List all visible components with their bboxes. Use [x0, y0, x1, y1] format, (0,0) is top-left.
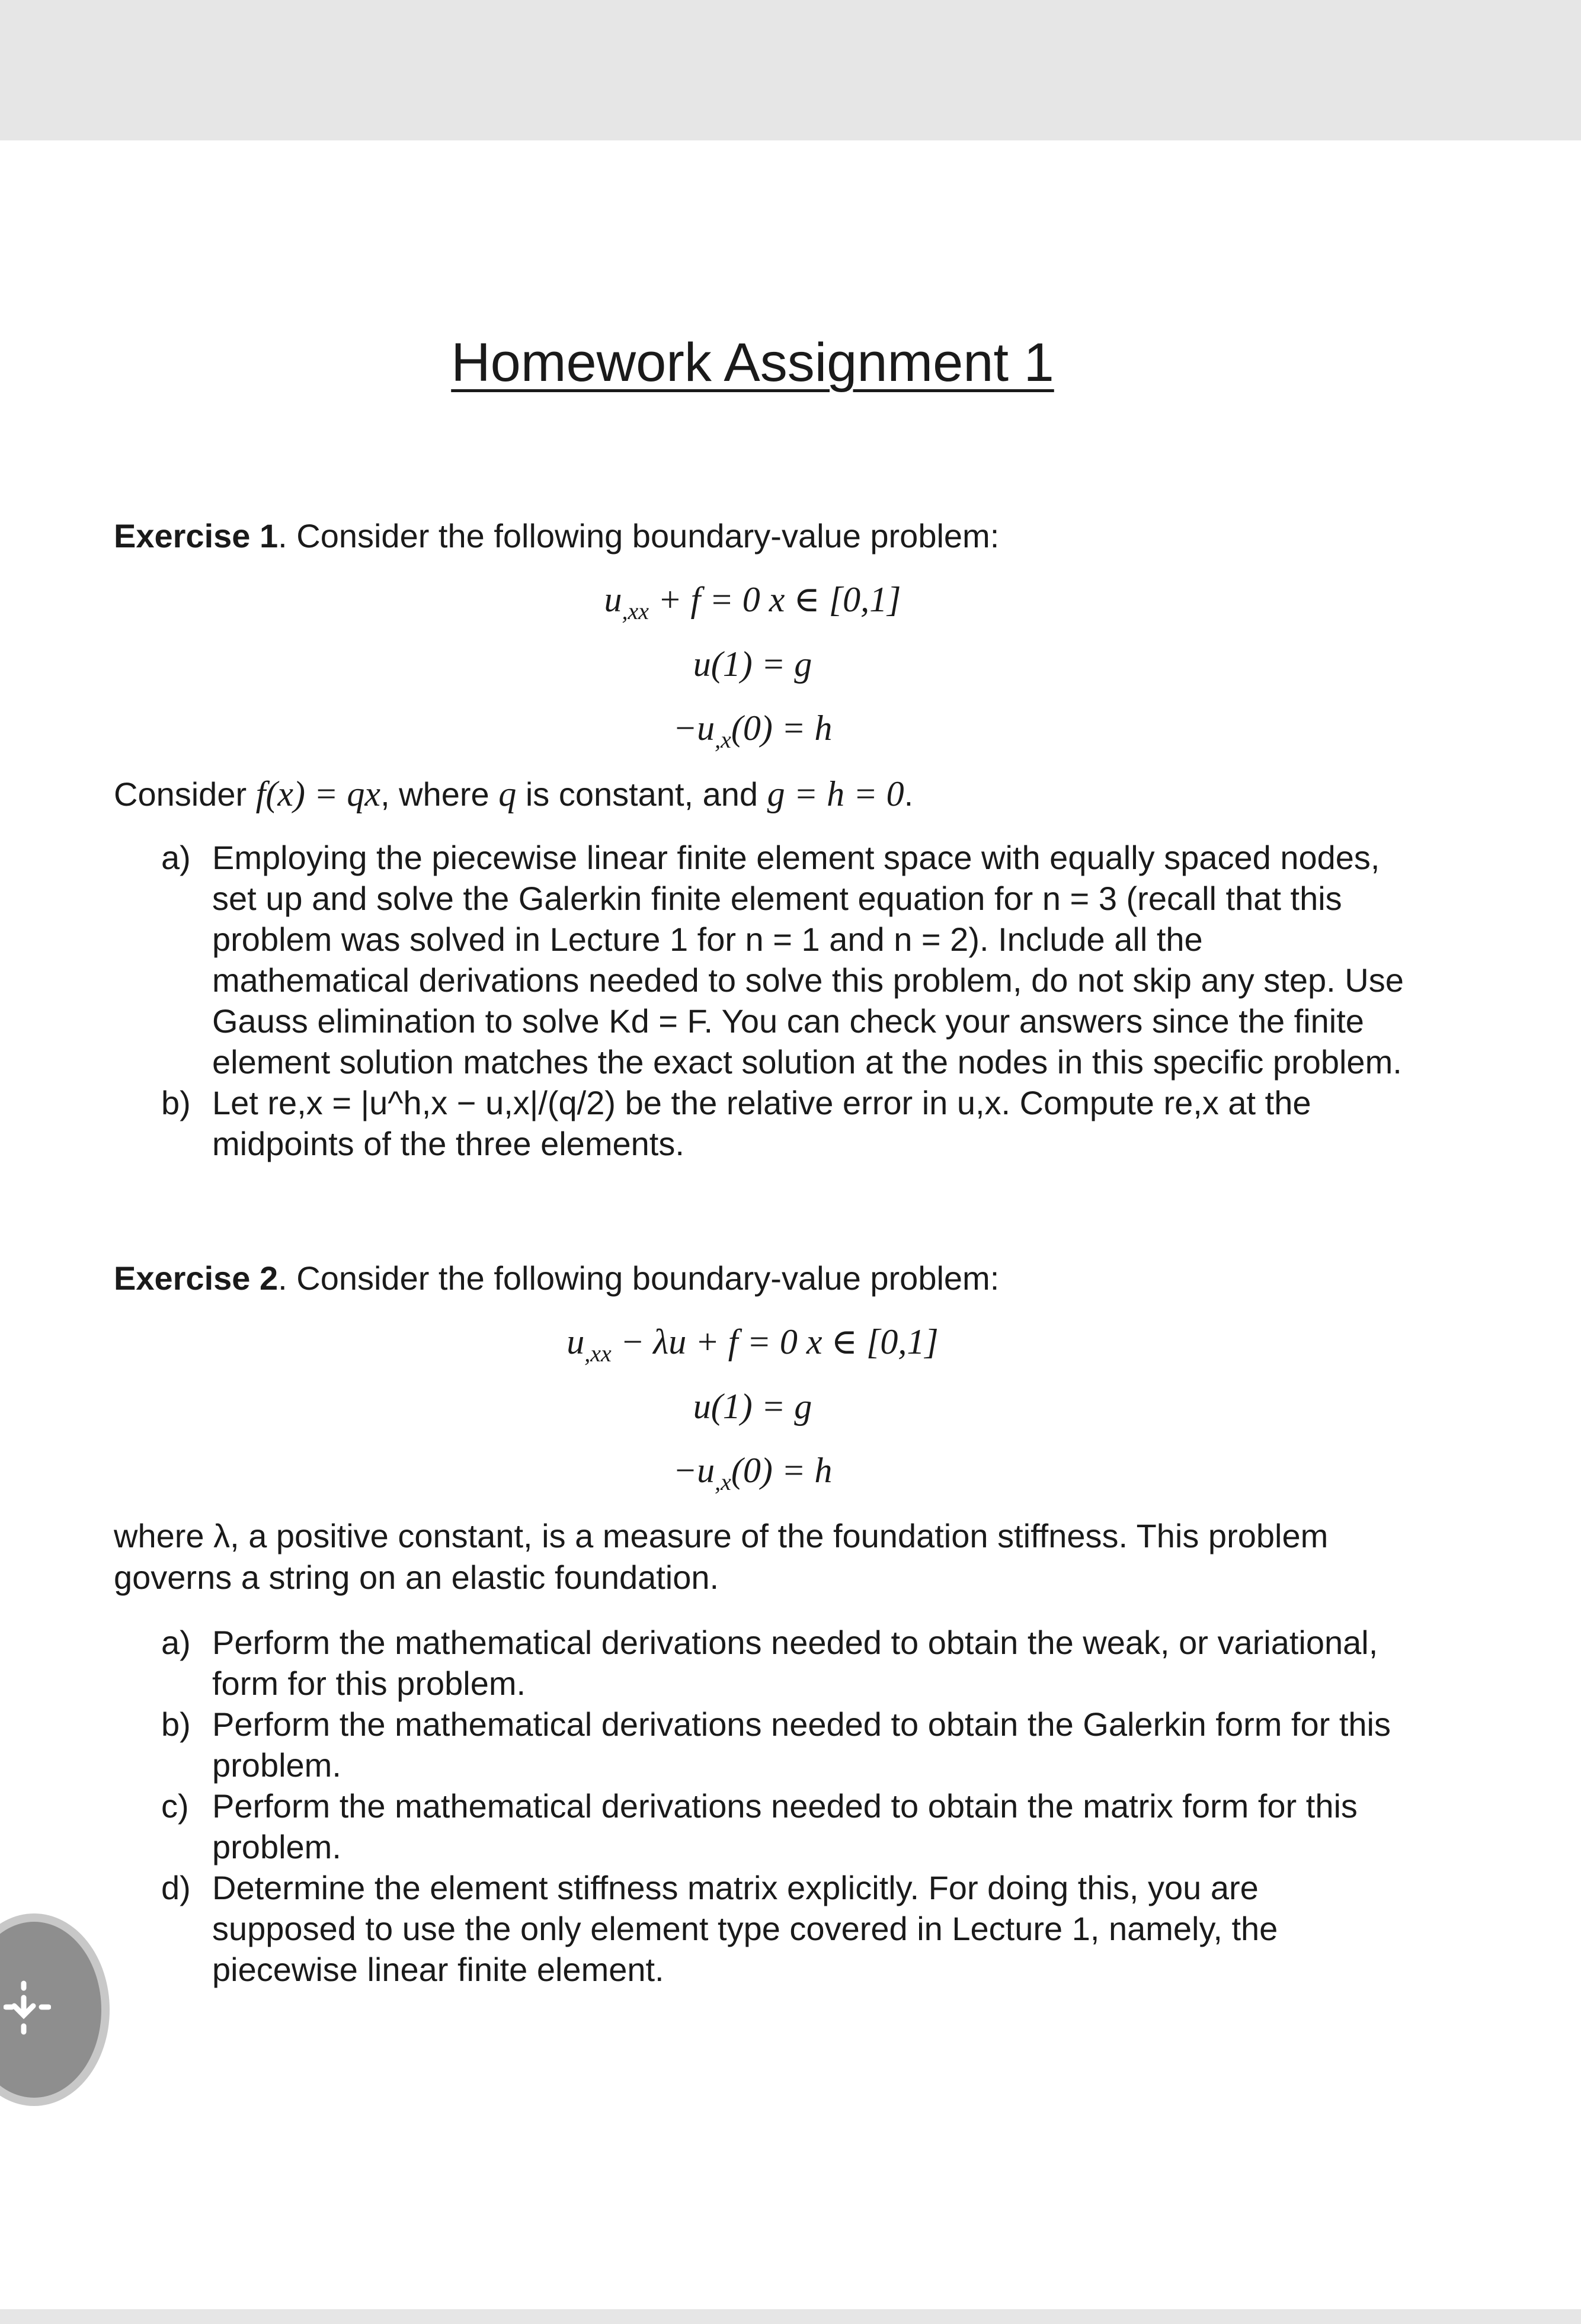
- bottom-bar: [0, 2309, 1581, 2324]
- exercise-1-label: Exercise 1: [114, 517, 279, 554]
- list-item: a) Employing the piecewise linear finite element space with equally spaced nodes, set up and solve the Galerkin finite element equation for n = 3 (recall that this problem was solved in Lecture 1 for n = 1 and n = 2). Include all the mathematical derivations needed to solve this problem, do not skip any step. Use Gauss elimination to solve Kd = F. You can check your answers since the finite element solution matches the exact solution at the nodes in this specific problem.: [161, 839, 1404, 1081]
- list-item: c) Perform the mathematical derivations needed to obtain the matrix form for this problem.: [161, 1787, 1358, 1865]
- exercise-2-where: where λ, a positive constant, is a measure of the foundation stiffness. This problem governs a string on an elastic foundation.: [114, 1517, 1329, 1596]
- exercise-2-equation-1: $u_{,xx} - \lambda u + f = 0$ x ∈ [0,1]: [567, 1322, 939, 1367]
- exercise-1-equation-2: u(1) = g: [693, 645, 812, 684]
- exercise-2-intro: Exercise 2. Consider the following boundary-value problem:: [114, 1259, 1000, 1297]
- list-item: d) Determine the element stiffness matrix explicitly. For doing this, you are supposed to use the only element type covered in Lecture 1, namely, the piecewise linear finite element.: [161, 1869, 1278, 1988]
- page-title: Homework Assignment 1: [451, 332, 1054, 393]
- top-bar: [0, 0, 1581, 140]
- exercise-2-equation-2: u(1) = g: [693, 1387, 812, 1426]
- list-item: b) Let re,x = |u^h,x − u,x|/(q/2) be the relative error in u,x. Compute re,x at the midpoints of the three elements.: [161, 1084, 1311, 1162]
- exercise-2-equation-3: $-u_{,x}(0) = h$: [673, 1451, 833, 1495]
- exercise-1-equation-1: $u_{,xx} + f = 0$ x ∈ [0,1]: [604, 580, 901, 624]
- exercise-2-label: Exercise 2: [114, 1259, 279, 1297]
- exercise-1-consider: Consider f(x) = qx, where q is constant, and g = h = 0.: [114, 774, 914, 813]
- exercise-1-equation-3: $-u_{,x}(0) = h$: [673, 709, 833, 753]
- exercise-1-intro: Exercise 1. Consider the following boundary-value problem:: [114, 517, 1000, 554]
- exercise-2-parts: [161, 1622, 1465, 1990]
- download-icon: [4, 1977, 51, 2037]
- list-item: a) Perform the mathematical derivations needed to obtain the weak, or variational, form for this problem.: [161, 1624, 1378, 1702]
- exercise-1-parts: [161, 837, 1465, 1164]
- list-item: b) Perform the mathematical derivations needed to obtain the Galerkin form for this problem.: [161, 1706, 1391, 1784]
